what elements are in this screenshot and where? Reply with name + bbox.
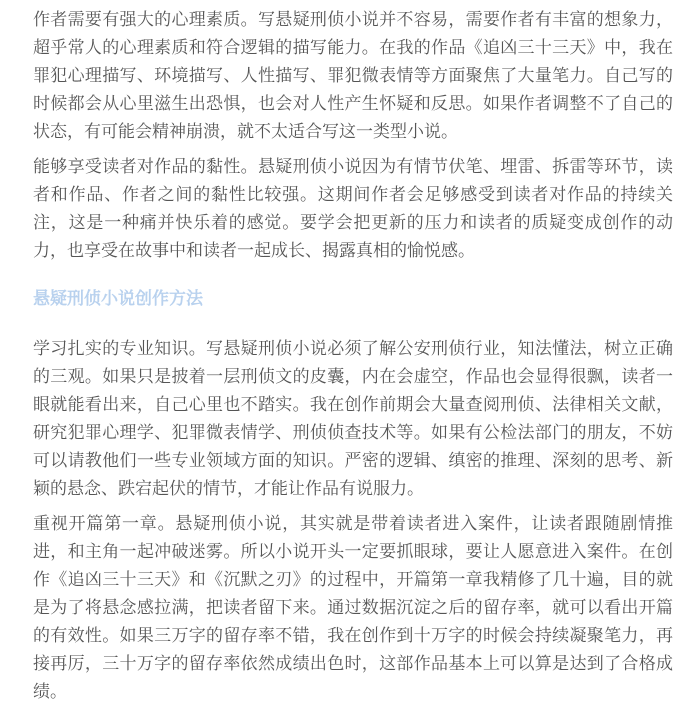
- paragraph-professional-knowledge: 学习扎实的专业知识。写悬疑刑侦小说必须了解公安刑侦行业，知法懂法，树立正确的三观。如果只是披着一层刑侦文的皮囊，内在会虚空，作品也会显得很飘，读者一眼就能看出来，自己心里也不踏实。我在创作前期会大量查阅刑侦、法律相关文献，研究犯罪心理学、犯罪微表情学、刑侦侦查技术等。如果有公检法部门的朋友，不妨可以请教他们一些专业领域方面的知识。严密的逻辑、缜密的推理、深刻的思考、新颖的悬念、跌宕起伏的情节，才能让作品有说服力。: [33, 339, 673, 498]
- paragraph-first-chapter: 重视开篇第一章。悬疑刑侦小说，其实就是带着读者进入案件，让读者跟随剧情推进，和主角一起冲破迷雾。所以小说开头一定要抓眼球，要让人愿意进入案件。在创作《追凶三十三天》和《沉默之刃》的过程中，开篇第一章我精修了几十遍，目的就是为了将悬念感拉满，把读者留下来。通过数据沉淀之后的留存率，就可以看出开篇的有效性。如果三万字的留存率不错，我在创作到十万字的时候会持续凝聚笔力，再接再厉，三十万字的留存率依然成绩出色时，这部作品基本上可以算是达到了合格成绩。: [33, 514, 673, 701]
- section-heading-creation-method: 悬疑刑侦小说创作方法: [33, 289, 203, 308]
- paragraph-psych-quality: 作者需要有强大的心理素质。写悬疑刑侦小说并不容易，需要作者有丰富的想象力，超乎常人的心理素质和符合逻辑的描写能力。在我的作品《追凶三十三天》中，我在罪犯心理描写、环境描写、人性描写、罪犯微表情等方面聚焦了大量笔力。自己写的时候都会从心里滋生出恐惧，也会对人性产生怀疑和反思。如果作者调整不了自己的状态，有可能会精神崩溃，就不太适合写这一类型小说。: [33, 10, 673, 141]
- paragraph-reader-stickiness: 能够享受读者对作品的黏性。悬疑刑侦小说因为有情节伏笔、埋雷、拆雷等环节，读者和作品、作者之间的黏性比较强。这期间作者会足够感受到读者对作品的持续关注，这是一种痛并快乐着的感觉。要学会把更新的压力和读者的质疑变成创作的动力，也享受在故事中和读者一起成长、揭露真相的愉悦感。: [33, 157, 673, 260]
